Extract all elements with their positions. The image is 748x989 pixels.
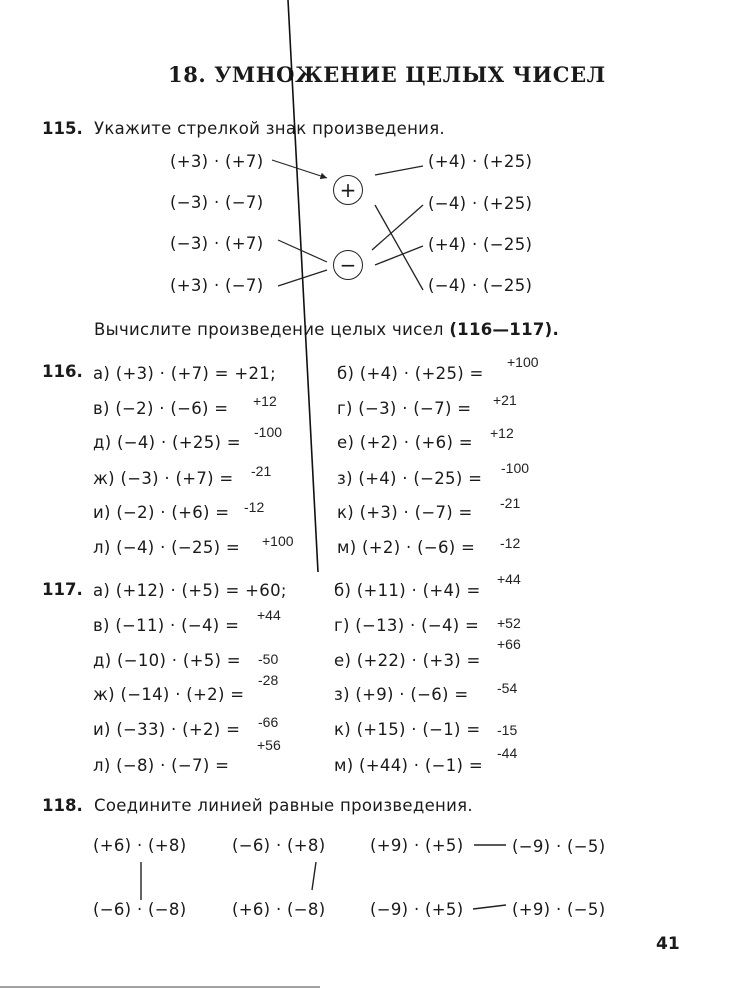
- ex117-item-d: д) (−10) · (+5) =: [93, 651, 241, 670]
- line-minus-right3: [375, 246, 423, 265]
- ex117-item-e: е) (+22) · (+3) =: [334, 651, 481, 670]
- ex117-item-b: б) (+11) · (+4) =: [334, 581, 481, 600]
- product-top-1: (+6) · (+8): [93, 836, 187, 855]
- ex116-answer-k: -21: [500, 495, 521, 511]
- line-minus-right2: [372, 205, 423, 250]
- ex116-answer-l: +100: [262, 533, 294, 549]
- ex116-answer-m: -12: [500, 535, 521, 551]
- exercise-number-117: 117.: [42, 580, 83, 599]
- ex117-item-z: з) (+9) · (−6) =: [334, 685, 469, 704]
- line-plus-right4: [375, 205, 423, 290]
- ex116-item-k: к) (+3) · (−7) =: [337, 503, 473, 522]
- line-left3-minus: [278, 240, 327, 262]
- ex116-item-m: м) (+2) · (−6) =: [337, 538, 476, 557]
- page-number: 41: [656, 934, 680, 954]
- ex117-answer-d: -50: [258, 651, 279, 667]
- product-bottom-3: (−9) · (+5): [370, 900, 464, 919]
- plus-sign-circle: +: [333, 175, 363, 205]
- product-left-1: (+3) · (+7): [170, 152, 264, 171]
- ex117-answer-k: -15: [497, 722, 518, 738]
- ex117-item-l: л) (−8) · (−7) =: [93, 756, 230, 775]
- ex117-answer-i: -66: [258, 714, 279, 730]
- minus-sign-circle: −: [333, 250, 363, 280]
- product-top-4: (−9) · (−5): [512, 837, 606, 856]
- exercise-number-116: 116.: [42, 362, 83, 381]
- product-right-2: (−4) · (+25): [428, 194, 533, 213]
- arrow-left1-plus: [272, 160, 327, 178]
- ex117-item-i: и) (−33) · (+2) =: [93, 720, 241, 739]
- line-118-4: [473, 905, 506, 909]
- ex117-item-a: а) (+12) · (+5) = +60;: [93, 581, 287, 600]
- ex116-answer-v: +12: [253, 393, 277, 409]
- product-left-2: (−3) · (−7): [170, 193, 264, 212]
- page-title: 18. УМНОЖЕНИЕ ЦЕЛЫХ ЧИСЕЛ: [168, 62, 606, 87]
- ex116-item-l: л) (−4) · (−25) =: [93, 538, 241, 557]
- instruction-main: Вычислите произведение целых чисел: [94, 320, 444, 339]
- ex116-item-v: в) (−2) · (−6) =: [93, 399, 229, 418]
- ex116-item-i: и) (−2) · (+6) =: [93, 503, 230, 522]
- ex116-item-a: а) (+3) · (+7) = +21;: [93, 364, 276, 383]
- ex116-answer-g: +21: [493, 392, 517, 408]
- product-top-3: (+9) · (+5): [370, 836, 464, 855]
- ex117-answer-l: +56: [257, 737, 281, 753]
- ex116-answer-b: +100: [507, 354, 539, 370]
- ex117-item-g: г) (−13) · (−4) =: [334, 616, 480, 635]
- ex117-answer-v: +44: [257, 607, 281, 623]
- ex117-answer-e: +66: [497, 636, 521, 652]
- ex116-item-zh: ж) (−3) · (+7) =: [93, 469, 234, 488]
- exercise-number-115: 115.: [42, 119, 83, 138]
- vertical-line: [288, 0, 318, 572]
- product-right-3: (+4) · (−25): [428, 235, 533, 254]
- ex117-item-k: к) (+15) · (−1) =: [334, 720, 481, 739]
- product-right-1: (+4) · (+25): [428, 152, 533, 171]
- ex117-answer-z: -54: [497, 680, 518, 696]
- exercise-118-text: Соедините линией равные произведения.: [94, 796, 473, 815]
- ex116-item-e: е) (+2) · (+6) =: [337, 433, 473, 452]
- ex117-item-v: в) (−11) · (−4) =: [93, 616, 240, 635]
- ex117-item-m: м) (+44) · (−1) =: [334, 756, 483, 775]
- product-bottom-2: (+6) · (−8): [232, 900, 326, 919]
- ex116-answer-d: -100: [254, 424, 283, 440]
- ex117-answer-b: +44: [497, 571, 521, 587]
- product-top-2: (−6) · (+8): [232, 836, 326, 855]
- product-left-4: (+3) · (−7): [170, 276, 264, 295]
- exercise-number-118: 118.: [42, 796, 83, 815]
- line-plus-right1: [375, 166, 423, 175]
- instruction-range: (116—117).: [449, 320, 560, 339]
- ex116-answer-i: -12: [244, 499, 265, 515]
- product-left-3: (−3) · (+7): [170, 234, 264, 253]
- ex116-answer-z: -100: [501, 460, 530, 476]
- line-118-2: [312, 862, 316, 890]
- ex117-item-zh: ж) (−14) · (+2) =: [93, 685, 245, 704]
- product-right-4: (−4) · (−25): [428, 276, 533, 295]
- ex116-item-g: г) (−3) · (−7) =: [337, 399, 472, 418]
- ex116-answer-zh: -21: [251, 463, 272, 479]
- product-bottom-4: (+9) · (−5): [512, 900, 606, 919]
- product-bottom-1: (−6) · (−8): [93, 900, 187, 919]
- ex116-item-d: д) (−4) · (+25) =: [93, 433, 241, 452]
- ex116-answer-e: +12: [490, 425, 514, 441]
- ex117-answer-m: -44: [497, 745, 518, 761]
- exercise-115-text: Укажите стрелкой знак произведения.: [94, 119, 445, 138]
- ex116-item-b: б) (+4) · (+25) =: [337, 364, 484, 383]
- ex117-answer-g: +52: [497, 615, 521, 631]
- ex116-item-z: з) (+4) · (−25) =: [337, 469, 483, 488]
- ex117-answer-zh: -28: [258, 672, 279, 688]
